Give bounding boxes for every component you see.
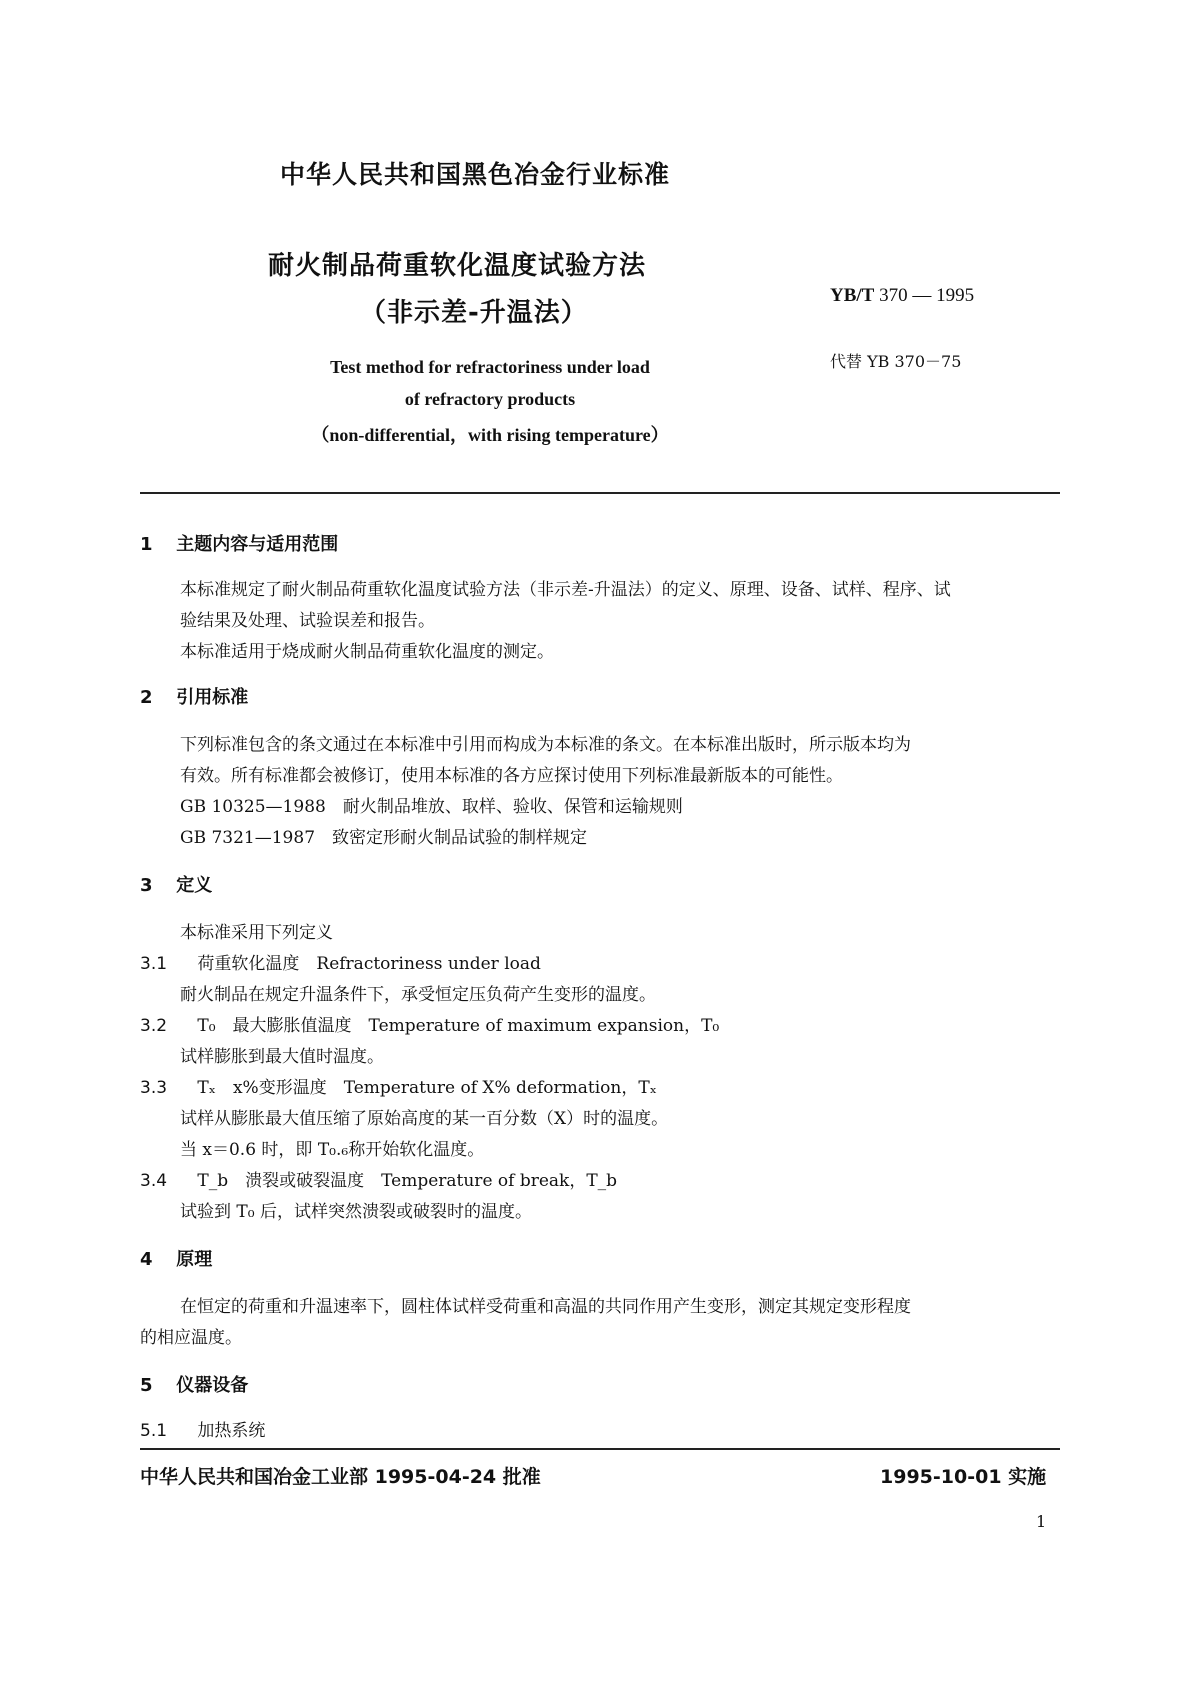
section-title: 仪器设备 — [176, 1375, 249, 1396]
section-number: 3 — [140, 875, 153, 896]
section-4-paragraph-1b: 的相应温度。 — [140, 1328, 242, 1348]
section-3-heading — [140, 871, 212, 897]
definition-title: 荷重软化温度 Refractoriness under load — [197, 954, 541, 974]
section-1-heading — [140, 530, 338, 556]
definition-3-2 — [140, 1011, 719, 1036]
effective-date: 1995-10-01 实施 — [880, 1466, 1047, 1488]
section-number: 1 — [140, 534, 153, 555]
section-number: 5 — [140, 1375, 153, 1396]
english-title-line1: Test method for refractoriness under load — [330, 357, 650, 377]
definition-number: 3.1 — [140, 954, 168, 974]
english-title-line2: of refractory products — [404, 389, 576, 409]
section-1-paragraph-1b: 验结果及处理、试验误差和报告。 — [180, 611, 435, 631]
reference-standard-1: GB 10325—1988 耐火制品堆放、取样、验收、保管和运输规则 — [180, 797, 683, 817]
definition-3-3-text-1: 试样从膨胀最大值压缩了原始高度的某一百分数（X）时的温度。 — [180, 1109, 669, 1129]
section-title: 引用标准 — [176, 687, 249, 708]
definition-3-2-text: 试样膨胀到最大值时温度。 — [180, 1047, 384, 1067]
section-4-paragraph-1a: 在恒定的荷重和升温速率下，圆柱体试样受荷重和高温的共同作用产生变形，测定其规定变形程度 — [180, 1297, 911, 1317]
definition-title: T_b 溃裂或破裂温度 Temperature of break，T_b — [197, 1171, 618, 1191]
definition-3-3-text-2: 当 x＝0.6 时，即 T₀.₆称开始软化温度。 — [180, 1140, 485, 1160]
definition-title: Tₓ x%变形温度 Temperature of X% deformation，Tₓ — [197, 1078, 657, 1098]
section-2-paragraph-1a: 下列标准包含的条文通过在本标准中引用而构成为本标准的条文。在本标准出版时，所示版本均为 — [180, 735, 911, 755]
header-rule — [140, 492, 1060, 494]
document-title-line1: 耐火制品荷重软化温度试验方法 — [268, 251, 647, 281]
section-2-heading — [140, 683, 248, 709]
footer-rule — [140, 1448, 1060, 1450]
definition-3-4-text: 试验到 T₀ 后，试样突然溃裂或破裂时的温度。 — [180, 1202, 532, 1222]
definition-3-3 — [140, 1073, 657, 1098]
standard-prefix: YB/T — [830, 285, 875, 306]
section-title: 定义 — [176, 875, 213, 896]
section-2-paragraph-1b: 有效。所有标准都会被修订，使用本标准的各方应探讨使用下列标准最新版本的可能性。 — [180, 766, 843, 786]
section-1-paragraph-2: 本标准适用于烧成耐火制品荷重软化温度的测定。 — [180, 642, 554, 662]
document-title-line2: （非示差-升温法） — [360, 298, 588, 328]
subsection-5-1 — [140, 1416, 265, 1441]
section-1-paragraph-1a: 本标准规定了耐火制品荷重软化温度试验方法（非示差-升温法）的定义、原理、设备、试样、程序、试 — [180, 580, 951, 600]
definition-number: 3.3 — [140, 1078, 168, 1098]
section-title: 主题内容与适用范围 — [176, 534, 339, 555]
section-title: 原理 — [176, 1249, 213, 1270]
issuing-organization: 中华人民共和国黑色冶金行业标准 — [280, 160, 671, 189]
definition-number: 3.2 — [140, 1016, 168, 1036]
standard-number — [830, 285, 974, 307]
page-number: 1 — [1036, 1512, 1047, 1531]
definition-title: T₀ 最大膨胀值温度 Temperature of maximum expansion，T₀ — [197, 1016, 720, 1036]
subsection-title: 加热系统 — [197, 1421, 266, 1441]
replaces-standard: 代替 YB 370－75 — [830, 352, 962, 371]
section-5-heading — [140, 1371, 248, 1397]
approval-line: 中华人民共和国冶金工业部 1995-04-24 批准 — [140, 1466, 541, 1488]
english-title-line3: （non-differential，with rising temperature） — [311, 425, 669, 445]
definition-number: 3.4 — [140, 1171, 168, 1191]
definition-3-4 — [140, 1166, 617, 1191]
section-4-heading — [140, 1245, 212, 1271]
definition-3-1-text: 耐火制品在规定升温条件下，承受恒定压负荷产生变形的温度。 — [180, 985, 656, 1005]
subsection-number: 5.1 — [140, 1421, 168, 1441]
reference-standard-2: GB 7321—1987 致密定形耐火制品试验的制样规定 — [180, 828, 588, 848]
section-number: 2 — [140, 687, 153, 708]
standard-number-value: 370 — 1995 — [879, 285, 975, 306]
section-number: 4 — [140, 1249, 153, 1270]
definition-3-1 — [140, 949, 541, 974]
section-3-intro: 本标准采用下列定义 — [180, 923, 333, 943]
